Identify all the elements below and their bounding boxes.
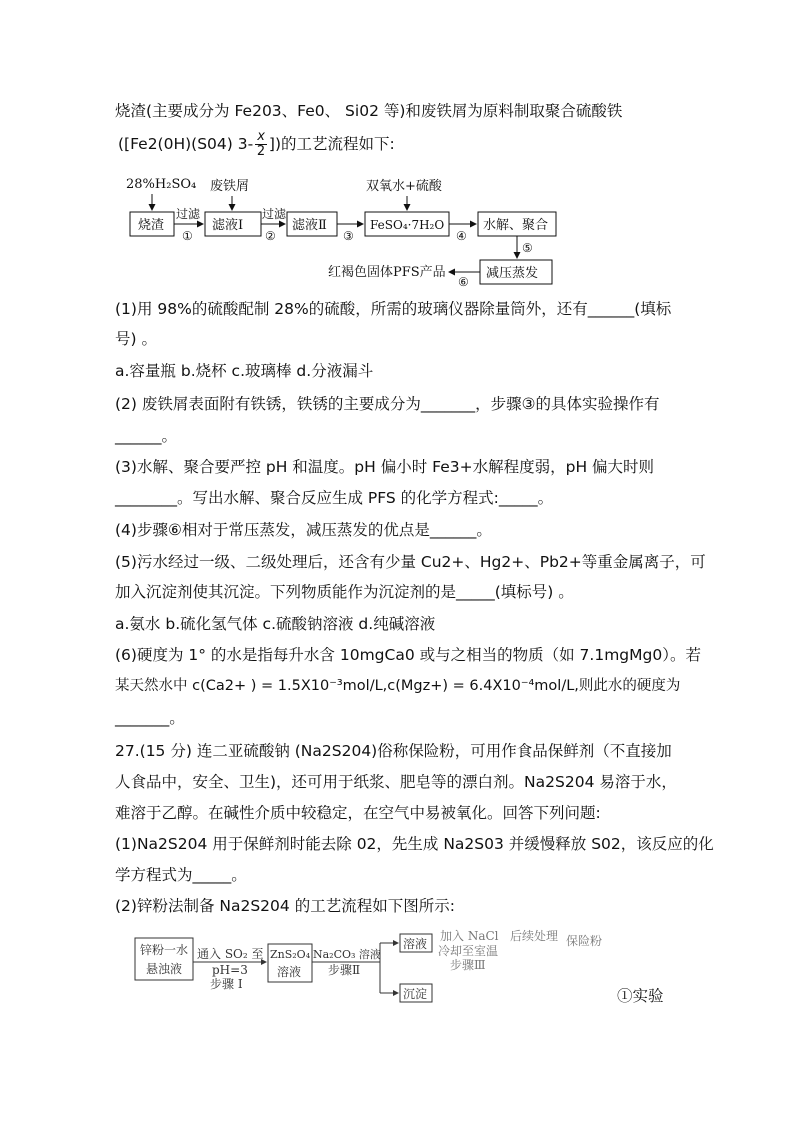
problem-27-q1-line-1: (1)Na2S204 用于保鲜剂时能去除 02，先生成 Na2S03 并缓慢释放 S02，该反应的化 bbox=[115, 835, 714, 853]
box-zinc-slurry-label-2: 悬浊液 bbox=[146, 962, 183, 976]
problem-27-line-1: 27.(15 分) 连二亚硫酸钠 (Na2S204)俗称保险粉，可用作食品保鲜剂（不直接加 bbox=[115, 742, 672, 760]
intro-line-2 bbox=[118, 130, 395, 159]
intro-line-1: 烧渣(主要成分为 Fe203、Fe0、 Si02 等)和废铁屑为原料制取聚合硫酸铁 bbox=[115, 102, 623, 120]
na2co3-label: Na₂CO₃ 溶液 bbox=[313, 948, 381, 961]
question-1-options: a.容量瓶 b.烧杯 c.玻璃棒 d.分液漏斗 bbox=[115, 362, 374, 380]
question-5-line-1: (5)污水经过一级、二级处理后，还含有少量 Cu2+、Hg2+、Pb2+等重金属离子，可 bbox=[115, 553, 706, 571]
question-4: (4)步骤⑥相对于常压蒸发，减压蒸发的优点是______。 bbox=[115, 521, 492, 539]
box-filtrate-1-label: 滤液Ⅰ bbox=[212, 218, 244, 233]
question-2-line-2: ______。 bbox=[115, 427, 178, 445]
problem-27-line-3: 难溶于乙醇。在碱性介质中较稳定，在空气中易被氧化。回答下列问题: bbox=[115, 804, 601, 822]
question-6-line-3: _______。 bbox=[115, 709, 185, 727]
fraction-denominator: 2 bbox=[256, 144, 266, 159]
experiment-label: ①实验 bbox=[617, 987, 664, 1005]
formula-prefix: ([Fe2(0H)(S04) 3- bbox=[118, 135, 254, 153]
step-4-marker: ④ bbox=[456, 229, 467, 243]
box-zns2o4-label-2: 溶液 bbox=[277, 965, 302, 979]
question-6-line-1: (6)硬度为 1° 的水是指每升水含 10mgCa0 或与之相当的物质（如 7.1mgMg0）。若 bbox=[115, 646, 701, 664]
step-2-marker: ② bbox=[265, 229, 276, 243]
question-5-options: a.氨水 b.硫化氢气体 c.硫酸钠溶液 d.纯碱溶液 bbox=[115, 615, 436, 633]
step-iii-label: 步骤Ⅲ bbox=[450, 958, 486, 972]
filter-2-label: 过滤 bbox=[262, 207, 287, 221]
flowchart-zinc-method bbox=[0, 928, 794, 1018]
step-6-marker: ⑥ bbox=[458, 275, 469, 288]
box-zinc-slurry-label-1: 锌粉一水 bbox=[140, 943, 189, 957]
problem-27-q1-line-2: 学方程式为_____。 bbox=[115, 866, 247, 884]
question-2-line-1: (2) 废铁屑表面附有铁锈，铁锈的主要成分为_______，步骤③的具体实验操作有 bbox=[115, 395, 660, 413]
question-6-line-2: 某天然水中 c(Ca2+ ) = 1.5X10⁻³mol/L,c(Mgz+) = 6.4X10⁻⁴mol/L,则此水的硬度为 bbox=[115, 678, 681, 694]
step-3-marker: ③ bbox=[343, 229, 354, 243]
question-1-line-1: (1)用 98%的硫酸配制 28%的硫酸，所需的玻璃仪器除量筒外，还有______(填标 bbox=[115, 300, 672, 318]
question-3-line-1: (3)水解、聚合要严控 pH 和温度。pH 偏小时 Fe3+水解程度弱，pH 偏大时则 bbox=[115, 458, 655, 476]
box-solution-label: 溶液 bbox=[403, 937, 428, 951]
question-5-line-2: 加入沉淀剂使其沉淀。下列物质能作为沉淀剂的是_____(填标号) 。 bbox=[115, 583, 574, 601]
box-feso4-label: FeSO₄·7H₂O bbox=[370, 218, 445, 232]
step-ii-label: 步骤Ⅱ bbox=[328, 963, 361, 977]
fraction-numerator: x bbox=[257, 129, 265, 144]
step-5-marker: ⑤ bbox=[522, 241, 533, 255]
scrap-label: 废铁屑 bbox=[210, 179, 250, 194]
step-i-label: 步骤 Ⅰ bbox=[210, 977, 243, 991]
acid-label: 28%H₂SO₄ bbox=[126, 177, 197, 192]
formula-fraction bbox=[255, 130, 267, 159]
formula-suffix: ])的工艺流程如下: bbox=[268, 135, 395, 153]
product-label: 红褐色固体PFS产品 bbox=[328, 265, 446, 280]
peroxide-label: 双氧水+硫酸 bbox=[366, 179, 442, 194]
product-label-2: 保险粉 bbox=[566, 934, 603, 948]
step-1-marker: ① bbox=[182, 229, 193, 243]
box-zns2o4-label-1: ZnS₂O₄ bbox=[270, 948, 311, 961]
filter-1-label: 过滤 bbox=[176, 207, 201, 221]
so2-label: 通入 SO₂ 至 bbox=[197, 947, 264, 961]
ph-label: pH=3 bbox=[212, 963, 248, 977]
problem-27-line-2: 人食品中，安全、卫生)，还可用于纸浆、肥皂等的漂白剂。Na2S204 易溶于水， bbox=[115, 773, 677, 791]
cool-label: 冷却至室温 bbox=[438, 944, 499, 958]
post-process-label: 后续处理 bbox=[510, 929, 559, 943]
box-slag-label: 烧渣 bbox=[138, 218, 165, 233]
box-hydrolysis-label: 水解、聚合 bbox=[483, 218, 549, 233]
problem-27-q2: (2)锌粉法制备 Na2S204 的工艺流程如下图所示: bbox=[115, 897, 455, 915]
box-evaporation-label: 减压蒸发 bbox=[486, 266, 539, 281]
box-filtrate-2-label: 滤液Ⅱ bbox=[292, 218, 327, 233]
question-1-line-2: 号) 。 bbox=[115, 330, 157, 348]
question-3-line-2: ________。写出水解、聚合反应生成 PFS 的化学方程式:_____。 bbox=[115, 489, 554, 507]
flowchart-pfs bbox=[0, 168, 794, 288]
nacl-label: 加入 NaCl bbox=[440, 929, 499, 943]
box-precipitate-label: 沉淀 bbox=[403, 987, 428, 1001]
